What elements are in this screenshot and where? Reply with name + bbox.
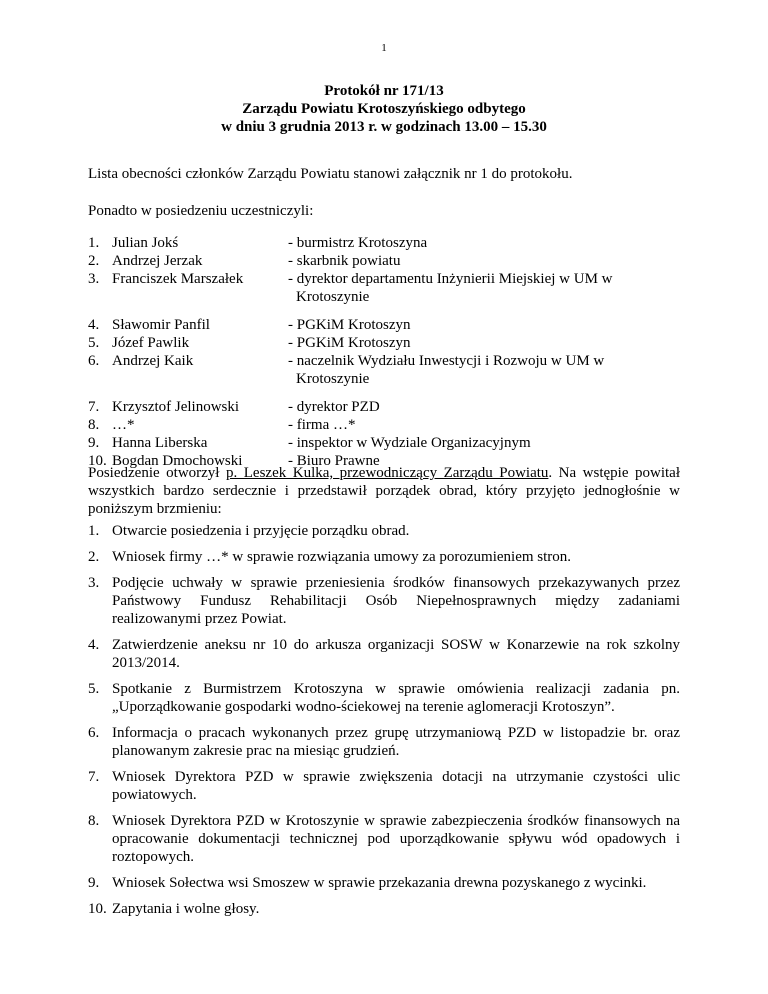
participant-role: - PGKiM Krotoszyn [288, 335, 411, 351]
participant-name: Andrzej Kaik [112, 353, 194, 369]
participant-name: Andrzej Jerzak [112, 253, 203, 269]
agenda-item-number: 9. [88, 875, 100, 891]
participant-number: 7. [88, 399, 100, 415]
agenda-item-number: 10. [88, 901, 107, 917]
agenda-item-number: 6. [88, 725, 100, 741]
agenda-item [88, 574, 680, 628]
participant-role: - skarbnik powiatu [288, 253, 401, 269]
participant-number: 4. [88, 317, 100, 333]
participant-role-cont-text: Krotoszynie [296, 371, 370, 387]
agenda-item-text: Wniosek Sołectwa wsi Smoszew w sprawie przekazania drewna pozyskanego z wycinki. [112, 875, 647, 891]
participant-name: Hanna Liberska [112, 435, 208, 451]
participant-number: 9. [88, 435, 100, 451]
chairman-name: p. Leszek Kulka, przewodniczący Zarządu Powiatu [226, 465, 549, 481]
participant-role: - dyrektor PZD [288, 399, 380, 415]
participant-role: - burmistrz Krotoszyna [288, 235, 428, 251]
participant-role: - firma …* [288, 417, 356, 433]
agenda-item [88, 812, 680, 866]
participant-row [88, 352, 688, 370]
agenda-item-text: Spotkanie z Burmistrzem Krotoszyna w sprawie omówienia realizacji zadania pn. „Uporządkowanie gospodarki wodno-ściekowej na terenie aglomeracji Krotoszyn”. [112, 681, 680, 715]
participant-name: …* [112, 417, 135, 433]
agenda-list [88, 522, 680, 926]
agenda-item-number: 2. [88, 549, 100, 565]
participant-row [88, 252, 688, 270]
participants-list [88, 234, 688, 470]
agenda-item [88, 548, 680, 566]
agenda-item [88, 768, 680, 804]
participant-row [88, 416, 688, 434]
participant-name: Franciszek Marszałek [112, 271, 244, 287]
agenda-item-number: 3. [88, 575, 100, 591]
participant-number: 3. [88, 271, 100, 287]
participant-row [88, 270, 688, 288]
participant-name: Krzysztof Jelinowski [112, 399, 240, 415]
attendance-note: Lista obecności członków Zarządu Powiatu stanowi załącznik nr 1 do protokołu. [88, 166, 573, 182]
participant-name: Julian Jokś [112, 235, 179, 251]
agenda-item-number: 8. [88, 813, 100, 829]
participant-row [88, 434, 688, 452]
agenda-item-number: 5. [88, 681, 100, 697]
title-line-2: Zarządu Powiatu Krotoszyńskiego odbytego [242, 101, 526, 117]
agenda-item-text: Otwarcie posiedzenia i przyjęcie porządku obrad. [112, 523, 410, 539]
participant-row [88, 234, 688, 252]
participant-number: 1. [88, 235, 100, 251]
participant-number: 6. [88, 353, 100, 369]
participant-name: Sławomir Panfil [112, 317, 210, 333]
agenda-item [88, 874, 680, 892]
participant-row [88, 334, 688, 352]
participant-role: - dyrektor departamentu Inżynierii Miejskiej w UM w [288, 271, 613, 287]
participant-role-cont-text: Krotoszynie [296, 289, 370, 305]
participant-number: 2. [88, 253, 100, 269]
participant-row [88, 398, 688, 416]
participant-name: Józef Pawlik [112, 335, 190, 351]
agenda-item [88, 522, 680, 540]
participant-role: - PGKiM Krotoszyn [288, 317, 411, 333]
participant-number: 8. [88, 417, 100, 433]
opening-paragraph [88, 464, 680, 518]
participant-role: - naczelnik Wydziału Inwestycji i Rozwoju w UM w [288, 353, 605, 369]
participant-role: - Biuro Prawne [288, 453, 380, 469]
title-line-1: Protokół nr 171/13 [324, 83, 444, 99]
agenda-item [88, 900, 680, 918]
participant-number: 5. [88, 335, 100, 351]
participant-role-continuation [88, 288, 688, 306]
opening-text-after: . Na wstępie powitał wszystkich bardzo serdecznie i przedstawił porządek obrad, który przyjęto jednogłośnie w poniższym brzmieniu: [88, 465, 681, 517]
participants-intro: Ponadto w posiedzeniu uczestniczyli: [88, 203, 314, 219]
agenda-item-text: Podjęcie uchwały w sprawie przeniesienia środków finansowych przekazywanych przez Państwowy Fundusz Rehabilitacji Osób Niepełnosprawnych między zadaniami realizowanymi przez Powiat. [112, 575, 680, 627]
participant-name: Bogdan Dmochowski [112, 453, 243, 469]
agenda-item-text: Zatwierdzenie aneksu nr 10 do arkusza organizacji SOSW w Konarzewie na rok szkolny 2013/2014. [112, 637, 680, 671]
agenda-item-number: 7. [88, 769, 100, 785]
agenda-item-number: 4. [88, 637, 100, 653]
document-title [0, 82, 768, 136]
opening-text-before: Posiedzenie otworzył [88, 465, 226, 481]
page-number: 1 [381, 42, 387, 54]
title-line-3: w dniu 3 grudnia 2013 r. w godzinach 13.00 – 15.30 [221, 119, 547, 135]
agenda-item [88, 724, 680, 760]
agenda-item-text: Wniosek Dyrektora PZD w Krotoszynie w sprawie zabezpieczenia środków finansowych na opracowanie dokumentacji technicznej pod uporządkowanie spływu wód opadowych i roztopowych. [112, 813, 680, 865]
participant-number: 10. [88, 453, 107, 469]
agenda-item-number: 1. [88, 523, 100, 539]
agenda-item-text: Wniosek firmy …* w sprawie rozwiązania umowy za porozumieniem stron. [112, 549, 572, 565]
agenda-item-text: Wniosek Dyrektora PZD w sprawie zwiększenia dotacji na utrzymanie czystości ulic powiatowych. [112, 769, 680, 803]
agenda-item [88, 680, 680, 716]
agenda-item-text: Informacja o pracach wykonanych przez grupę utrzymaniową PZD w listopadzie br. oraz planowanym zakresie prac na miesiąc grudzień. [112, 725, 680, 759]
participant-row [88, 316, 688, 334]
agenda-item-text: Zapytania i wolne głosy. [112, 901, 260, 917]
agenda-item [88, 636, 680, 672]
participant-role-continuation [88, 370, 688, 388]
participant-role: - inspektor w Wydziale Organizacyjnym [288, 435, 531, 451]
